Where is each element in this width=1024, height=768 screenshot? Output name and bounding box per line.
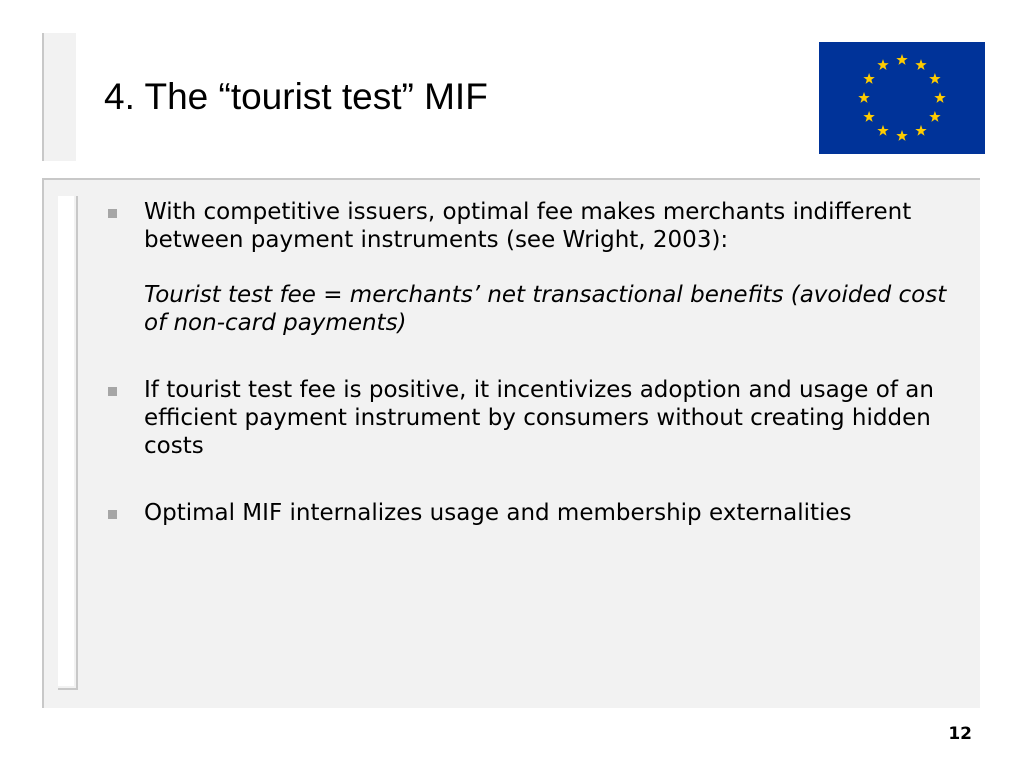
slide-title: 4. The “tourist test” MIF — [104, 76, 488, 117]
page-number: 12 — [948, 724, 972, 744]
square-bullet-icon — [108, 209, 117, 218]
square-bullet-icon — [108, 510, 117, 519]
bullet-text: If tourist test fee is positive, it incentivizes adoption and usage of an efficient payment instrument by consumers without creating hidden costs — [144, 377, 934, 459]
formula-text: Tourist test fee = merchants’ net transactional benefits (avoided cost of non-card payments) — [144, 282, 947, 336]
square-bullet-icon — [108, 387, 117, 396]
bullet-item — [104, 499, 964, 527]
eu-flag-icon — [819, 42, 985, 154]
bullet-text: Optimal MIF internalizes usage and membership externalities — [144, 500, 852, 526]
bullet-list — [104, 198, 964, 527]
title-accent-bar — [42, 33, 76, 161]
bullet-item — [104, 376, 964, 460]
bullet-item — [104, 198, 964, 254]
content-bracket — [58, 196, 78, 690]
bullet-text: With competitive issuers, optimal fee makes merchants indifferent between payment instruments (see Wright, 2003): — [144, 199, 912, 253]
bullet-subtext — [104, 281, 964, 337]
